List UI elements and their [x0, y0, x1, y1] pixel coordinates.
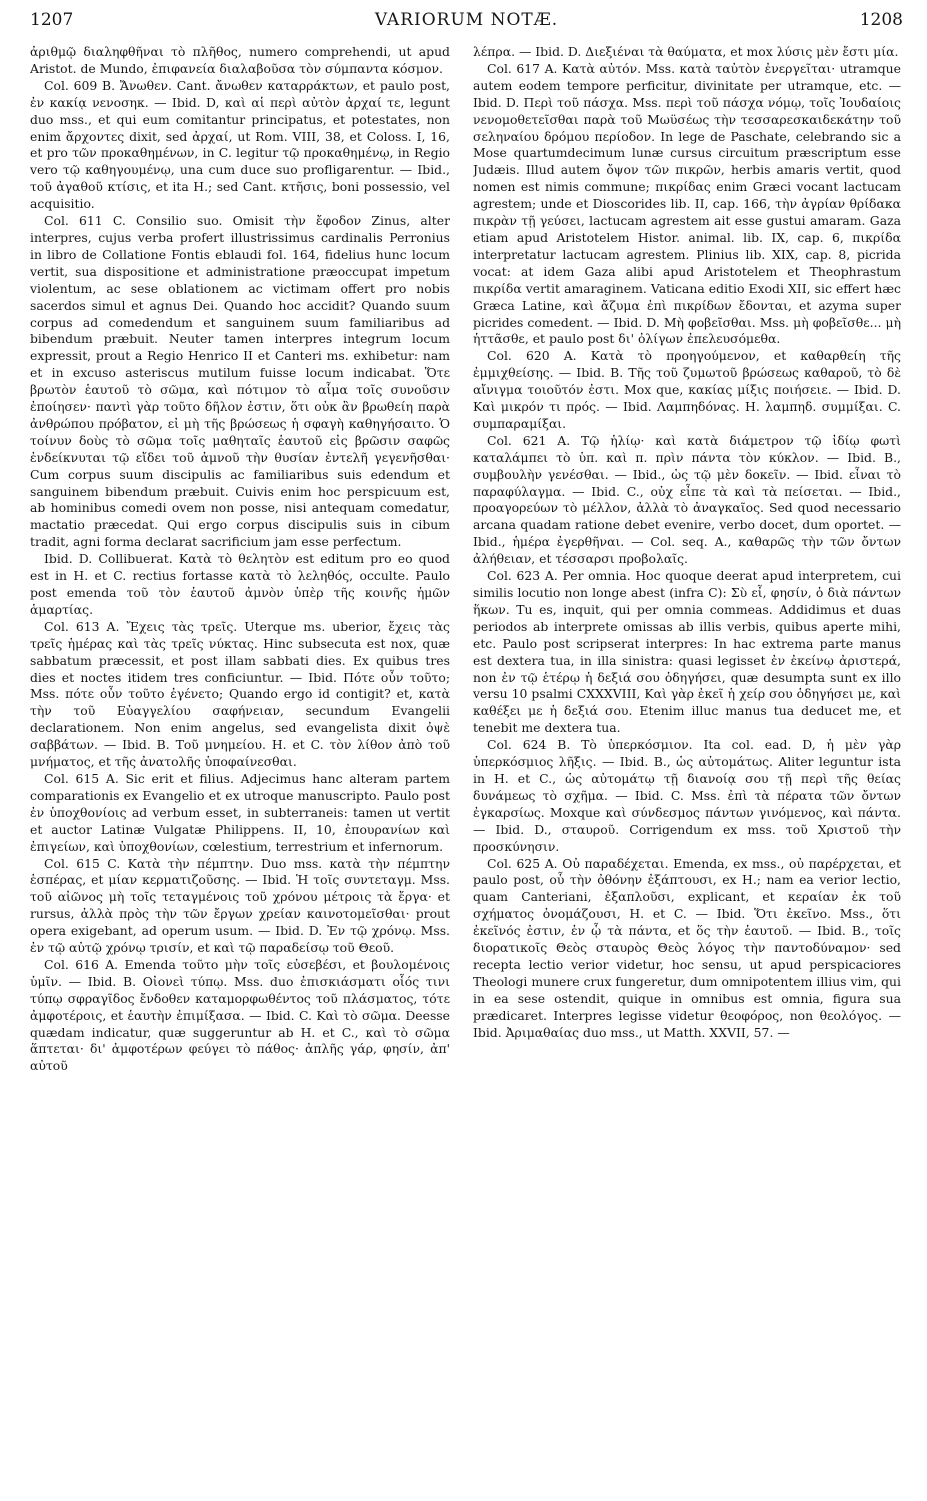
note-paragraph: Ibid. D. Collibuerat. Κατὰ τὸ θελητὸν est editum pro eo quod est in H. et C. rectius fortasse κατὰ τὸ λεληθός, occulte. Paulo post emenda τοῦ τὸν ἑαυτοῦ ἀμνὸν ὑπὲρ τῆς κοινῆς ἡμῶν ἁμαρτίας.: [30, 551, 450, 617]
page-number-left: 1207: [30, 10, 74, 30]
note-paragraph: Col. 623 A. Per omnia. Hoc quoque deerat apud interpretem, cui similis locutio non longe abest (infra C): Σὺ εἶ, φησίν, ὁ διὰ πάντων ἥκων. Tu es, inquit, qui per omnia commeas. Addidimus et duas periodos ab interprete omissas ab illis verbis, quibus aperte mihi, etc. Paulo post scripserat interpres: In hac extrema parte manus est dextera tua, in illa sinistra: quasi legisset ἐν ἐκείνῳ ἀριστερά, non ἐν τῷ ἑτέρῳ ἡ δεξιά σου ὁδηγήσει, quæ desumpta sunt ex illo versu 10 psalmi CXXXVIII, Καὶ γὰρ ἐκεῖ ἡ χείρ σου ὁδηγήσει με, καὶ καθέξει με ἡ δεξιά σου. Etenim illuc manus tua deducet me, et tenebit me dextera tua.: [473, 568, 901, 736]
note-paragraph: Col. 625 A. Οὐ παραδέχεται. Emenda, ex mss., οὐ παρέρχεται, et paulo post, οὗ τὴν ὀθόνην ἐξάπτουσι, ex H.; nam ea verior lectio, quam Canteriani, ἐξαπλοῦσι, explicant, et κεραίαν ἐκ τοῦ σχήματος ὀνομάζουσι, H. et C. — Ibid. Ὅτι ἐκεῖνο. Mss., ὅτι ἐκεῖνός ἐστιν, ἐν ᾧ τὰ πάντα, et ὅς τὴν ἑαυτοῦ. — Ibid. B., τοῖς διορατικοῖς Θεὸς σταυρὸς Θεὸς λόγος τὴν παντοδύναμον· sed recepta lectio verior videtur, hoc sensu, ut apud perspicaciores Theologi munere crux fungeretur, dum omnipotentem illius vim, qui in ea sese ostendit, quique in omnibus est omnia, figura sua prædicaret. Interpres legisse videtur θεοφόρος, non θεολόγος. — Ibid. Ἀριμαθαίας duo mss., ut Matth. XXVII, 57. —: [473, 855, 901, 1040]
note-paragraph: ἀριθμῷ διαληφθῆναι τὸ πλῆθος, numero comprehendi, ut apud Aristot. de Mundo, ἐπιφανεία διαλαβοῦσα τὸν σύμπαντα κόσμον.: [30, 44, 450, 76]
note-paragraph: Col. 621 A. Τῷ ἡλίῳ· καὶ κατὰ διάμετρον τῷ ἰδίῳ φωτὶ καταλάμπει τὸ ὑπ. καὶ π. πρὶν πάντα τὸν κύκλον. — Ibid. B., συμβουλὴν γενέσθαι. — Ibid., ὡς τῷ μὲν δοκεῖν. — Ibid. εἶναι τὸ παραφύλαγμα. — Ibid. C., οὐχ εἶπε τὰ καὶ τὰ πείσεται. — Ibid., προαγορεύων τὸ μέλλον, ἀλλὰ τὸ ἀναγκαῖος. Sed quod necessario arcana quadam ratione debet evenire, verbo docet, dum oportet. — Ibid., ἡμέρα ἐγερθῆναι. — Col. seq. A., καθαρῶς τὴν τῶν ὄντων ἀλήθειαν, et τέσσαρσι προβολαῖς.: [473, 432, 901, 567]
note-paragraph: Col. 611 C. Consilio suo. Omisit τὴν ἔφοδον Zinus, alter interpres, cujus verba profert illustrissimus cardinalis Perronius in libro de Collatione Fontis eblaudi fol. 164, fidelius hunc locum vertit, sua dispositione et administratione præoccupat impetum violentum, ac sese oblationem ac victimam offert pro nobis sacerdos simul et agnus Dei. Quando hoc accidit? Quando suum corpus ad comedendum et sanguinem suum familiaribus ad bibendum præbuit. Neuter tamen interpres integrum locum expressit, prout a Regio Henrico II et Canteri ms. exhibetur: nam et in excuso asteriscus mutilum fuisse locum indicabat. Ὅτε βρωτὸν ἑαυτοῦ τὸ σῶμα, καὶ πότιμον τὸ αἷμα τοῖς συνοῦσιν ἐποίησεν· παντὶ γὰρ τοῦτο δῆλον ἐστιν, ὅτι οὐκ ἂν βρωθείη παρὰ ἀνθρώπου πρόβατον, εἰ μὴ τῆς βρώσεως ἡ σφαγὴ καθηγήσαιτο. Ὁ τοίνυν δοὺς τὸ σῶμα τοῖς μαθηταῖς ἑαυτοῦ εἰς βρῶσιν σαφῶς ἐνδείκνυται τῷ εἴδει τοῦ ἀμνοῦ τὴν θυσίαν ἐντελῆ γεγενῆσθαι· Cum corpus suum discipulis ac familiaribus suis edendum et sanguinem bibendum præbuit. Cuivis enim hoc perspicuum est, ab hominibus comedi ovem non posse, nisi antequam comedatur, mactatio præcedat. Qui ergo corpus discipulis suis in cibum tradit, agni forma declarat sacrificium jam esse perfectum.: [30, 213, 450, 550]
note-paragraph: Col. 617 A. Κατὰ αὐτόν. Mss. κατὰ ταὐτὸν ἐνεργεῖται· utramque autem eodem tempore perficitur, divinitate per utramque, etc. — Ibid. D. Περὶ τοῦ πάσχα. Mss. περὶ τοῦ πάσχα νόμῳ, τοῖς Ἰουδαίοις νενομοθετεῖσθαι παρὰ τοῦ Μωϋσέως τὴν τεσσαρεσκαιδεκάτην τοῦ σεληναίου δρόμου περίοδον. In lege de Paschate, celebrando sic a Mose quartumdecimum lunæ cursus circuitum præscriptum esse Judæis. Illud autem ὄψον τῶν πικρῶν, herbis amaris vertit, quod nomen est nimis commune; πικρίδας enim Græci vocant lactucam agrestem; unde et Dioscorides lib. II, cap. 166, τὴν ἀγρίαν θρίδακα πικρὰν τῇ γεύσει, lactucam agrestem ait esse gustui amaram. Gaza etiam apud Aristotelem Histor. animal. lib. IX, cap. 6, πικρίδα interpretatur lactucam agrestem. Plinius lib. XIX, cap. 8, picrida vocat: at idem Gaza alibi apud Aristotelem et Theophrastum πικρίδα vertit amaraginem. Vaticana editio Exodi XII, sic effert hæc Græca Latine, καὶ ἄζυμα ἐπὶ πικρίδων ἔδονται, et azyma super picrides comedent. — Ibid. D. Μὴ φοβεῖσθαι. Mss. μὴ φοβεῖσθε... μὴ ἡττᾶσθε, et paulo post δι' ὀλίγων ἐπελευσόμεθα.: [473, 60, 901, 347]
note-paragraph: Col. 616 A. Emenda τοῦτο μὴν τοῖς εὐσεβέσι, et βουλομένοις ὑμῖν. — Ibid. B. Οἰονεὶ τύπῳ. Mss. duo ἐπισκιάσματι οἷός τινι τύπῳ σφραγῖδος ἔνδοθεν καταμορφωθέντος τοῦ πλάσματος, τότε ἀμφοτέροις, et ἑαυτὴν ἐπιμίξασα. — Ibid. C. Καὶ τὸ σῶμα. Deesse quædam indicatur, quæ suggeruntur ab H. et C., καὶ τὸ σῶμα ἅπτεται· δι' ἀμφοτέρων φεύγει τὸ πάθος· ἀπλῆς γάρ, φησίν, ἀπ' αὐτοῦ: [30, 956, 450, 1074]
note-paragraph: Col. 609 B. Ἄνωθεν. Cant. ἄνωθεν καταρράκτων, et paulo post, ἐν κακίᾳ νενοσηκ. — Ibid. D, καὶ αἱ περὶ αὐτὸν ἀρχαί τε, legunt duo mss., et qui eum comitantur principatus, et potestates, non enim ἄρχοντες dixit, sed ἀρχαί, ut Rom. VIII, 38, et Coloss. I, 16, et pro τῶν προκαθημένων, in C. legitur τῷ προκαθημένῳ, in Regio vero τῷ καθηγουμένῳ, una cum duce suo profligarentur. — Ibid., τοῦ ἀγαθοῦ κτίσις, et ita H.; sed Cant. κτῆσις, boni possessio, vel acquisitio.: [30, 77, 450, 212]
page-number-right: 1208: [859, 10, 903, 30]
running-header: [30, 10, 903, 36]
note-paragraph: Col. 624 B. Τὸ ὑπερκόσμιον. Ita col. ead. D, ἡ μὲν γὰρ ὑπερκόσμιος λῆξις. — Ibid. B., ὡς αὐτομάτως. Aliter leguntur ista in H. et C., ὡς αὐτομάτῳ τῇ διανοίᾳ σου τῇ περὶ τῆς θείας δυνάμεως τὸ σχῆμα. — Ibid. C. Mss. ἐπὶ τὰ πέρατα τῶν ὄντων ἐγκαρσίως. Moxque καὶ σύνδεσμος πάντων γινόμενος, καὶ πάντα. — Ibid. D., σταυροῦ. Corrigendum ex mss. τοῦ Χριστοῦ τὴν προσκύνησιν.: [473, 737, 901, 854]
note-paragraph: λέπρα. — Ibid. D. Διεξιέναι τὰ θαύματα, et mox λύσις μὲν ἔστι μία.: [473, 44, 899, 59]
note-paragraph: Col. 613 A. Ἔχεις τὰς τρεῖς. Uterque ms. uberior, ἔχεις τὰς τρεῖς ἡμέρας καὶ τὰς τρεῖς νύκτας. Hinc subsecuta est nox, quæ sabbatum præcessit, et post illam sabbati dies. Ex quibus tres dies et noctes itidem tres conficiuntur. — Ibid. Πότε οὖν τοῦτο; Mss. πότε οὖν τοῦτο ἐγένετο; Quando ergo id contigit? et, κατὰ τὴν τοῦ Εὐαγγελίου σαφήνειαν, secundum Evangelii declarationem. Non enim angelus, sed evangelista dixit ὀψὲ σαββάτων. — Ibid. B. Τοῦ μνημείου. H. et C. τὸν λίθον ἀπὸ τοῦ μνήματος, et τῆς ἀνατολῆς ὑποφαίνεσθαι.: [30, 618, 450, 770]
running-title: VARIORUM NOTÆ.: [374, 10, 559, 30]
note-paragraph: Col. 615 C. Κατὰ τὴν πέμπτην. Duo mss. κατὰ τὴν πέμπτην ἑσπέρας, et μίαν κερματιζοῦσης. — Ibid. Ἡ τοῖς συντεταγμ. Mss. τοῦ αἰῶνος μὴ τοῖς τεταγμένοις τοῦ χρόνου μέτροις τὰ ἔργα· et rursus, ἀλλὰ πρὸς τὴν τῶν ἔργων χρείαν καινοτομεῖσθαι· prout opera exigebant, ad operum usum. — Ibid. D. Ἐν τῷ χρόνῳ. Mss. ἐν τῷ αὐτῷ χρόνῳ τρισίν, et καὶ τῷ παραδείσῳ τοῦ Θεοῦ.: [30, 855, 450, 956]
note-paragraph: Col. 615 A. Sic erit et filius. Adjecimus hanc alteram partem comparationis ex Evangelio et ex utroque manuscripto. Paulo post ἐν ὑποχθονίοις ad verbum esset, in subterraneis: tamen ut vertit et auctor Latinæ Vulgatæ Philippens. II, 10, ἐπουρανίων καὶ ἐπιγείων, καὶ ὑποχθονίων, cœlestium, terrestrium et infernorum.: [30, 770, 450, 854]
left-column: [30, 44, 450, 1494]
right-column: [473, 44, 901, 1494]
note-paragraph: Col. 620 A. Κατὰ τὸ προηγούμενον, et καθαρθείη τῆς ἐμμιχθείσης. — Ibid. B. Τῆς τοῦ ζυμωτοῦ βρώσεως καθαροῦ, τὸ δὲ αἴνιγμα τοιοῦτόν ἐστι. Mox que, κακίας μίξις ποιήσειε. — Ibid. D. Καὶ μικρόν τι πρός. — Ibid. Λαμπηδόνας. H. λαμπηδ. συμμίξαι. C. συμπαραμίξαι.: [473, 348, 901, 431]
